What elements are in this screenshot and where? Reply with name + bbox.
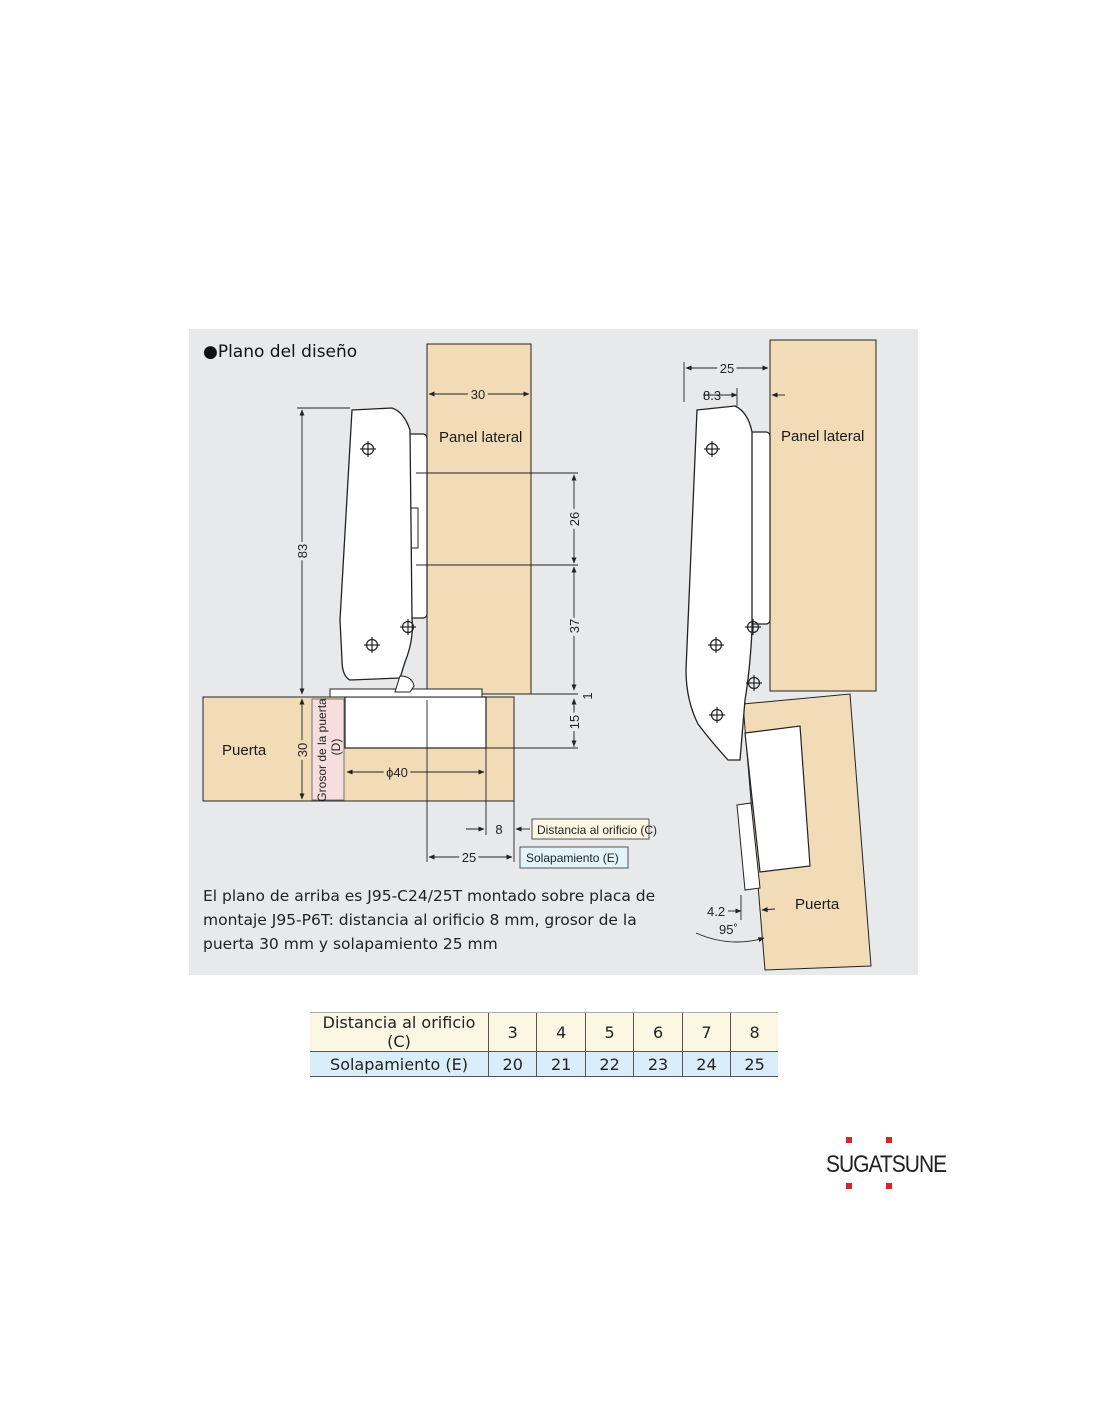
panel-lateral-label: Panel lateral bbox=[439, 429, 523, 446]
table-cell: 3 bbox=[489, 1013, 537, 1052]
table-cell: 8 bbox=[731, 1013, 778, 1052]
dim-26: 26 bbox=[567, 511, 582, 527]
grosor-label-d: (D) bbox=[329, 738, 343, 756]
solapamiento-label: Solapamiento (E) bbox=[526, 851, 619, 865]
table-row-label: Solapamiento (E) bbox=[310, 1052, 489, 1077]
hinge-arm-right bbox=[686, 406, 752, 760]
dim-phi-40: ϕ40 bbox=[386, 765, 408, 780]
distancia-label: Distancia al orificio (C) bbox=[537, 823, 658, 837]
table-row bbox=[310, 1052, 778, 1077]
logo-text: SUGATSUNE bbox=[826, 1151, 947, 1178]
caption-line: El plano de arriba es J95-C24/25T montado sobre placa de bbox=[203, 887, 656, 905]
dim-37: 37 bbox=[567, 618, 582, 634]
dim-4-2: 4.2 bbox=[707, 904, 726, 919]
dim-15: 15 bbox=[567, 714, 582, 730]
dim-25: 25 bbox=[461, 850, 477, 865]
logo-square-icon bbox=[846, 1183, 852, 1189]
dim-8-3: 8.3 bbox=[703, 388, 722, 403]
dim-95-degrees: 95˚ bbox=[719, 922, 738, 937]
table-cell: 22 bbox=[585, 1052, 633, 1077]
table-cell: 20 bbox=[489, 1052, 537, 1077]
panel-lateral-label: Panel lateral bbox=[781, 428, 865, 445]
spec-table-body bbox=[310, 1013, 778, 1077]
hinge-cup bbox=[345, 697, 486, 748]
sugatsune-logo bbox=[822, 1137, 947, 1193]
logo-square-icon bbox=[886, 1183, 892, 1189]
table-cell: 6 bbox=[634, 1013, 682, 1052]
puerta-label: Puerta bbox=[795, 896, 840, 913]
table-cell: 5 bbox=[585, 1013, 633, 1052]
dim-25-right: 25 bbox=[719, 361, 735, 376]
logo-square-icon bbox=[846, 1137, 852, 1143]
table-cell: 25 bbox=[731, 1052, 778, 1077]
dim-30-top: 30 bbox=[470, 387, 486, 402]
dim-8: 8 bbox=[495, 822, 503, 837]
grosor-label: Grosor de la puerta bbox=[315, 698, 329, 802]
section-title: ●Plano del diseño bbox=[203, 342, 358, 362]
table-cell: 24 bbox=[682, 1052, 730, 1077]
table-cell: 4 bbox=[537, 1013, 585, 1052]
caption-line: montaje J95-P6T: distancia al orificio 8 mm, grosor de la bbox=[203, 911, 637, 929]
table-row bbox=[310, 1013, 778, 1052]
spec-table bbox=[310, 1013, 778, 1077]
logo-square-icon bbox=[886, 1137, 892, 1143]
table-cell: 23 bbox=[634, 1052, 682, 1077]
side-panel-right bbox=[770, 340, 876, 691]
table-row-label: Distancia al orificio (C) bbox=[310, 1013, 489, 1052]
caption-line: puerta 30 mm y solapamiento 25 mm bbox=[203, 935, 498, 953]
dim-83: 83 bbox=[295, 543, 310, 559]
hinge-arm bbox=[340, 408, 412, 680]
table-cell: 21 bbox=[537, 1052, 585, 1077]
puerta-label: Puerta bbox=[222, 742, 267, 759]
dim-1: 1 bbox=[580, 692, 595, 700]
dim-30-door: 30 bbox=[295, 742, 310, 758]
table-cell: 7 bbox=[682, 1013, 730, 1052]
